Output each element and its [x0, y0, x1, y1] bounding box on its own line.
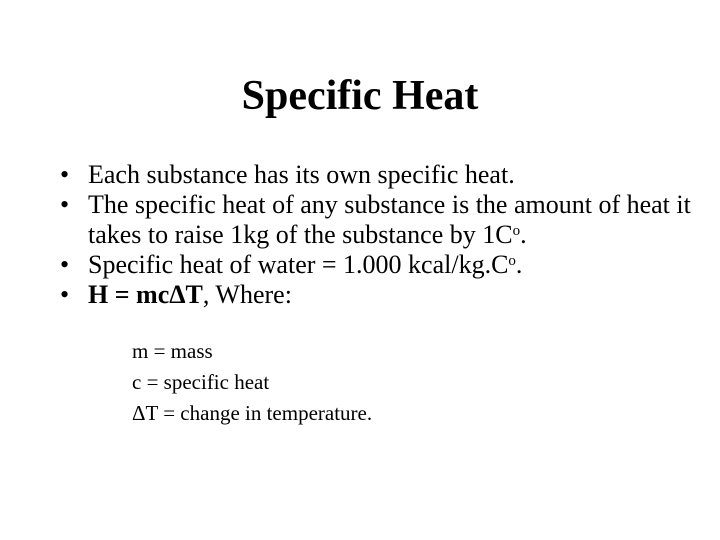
degree-superscript: o	[512, 223, 521, 239]
bullet-item	[56, 280, 696, 310]
bullet-text-main: Specific heat of water = 1.000 kcal/kg.C	[88, 250, 509, 279]
bullet-item	[56, 250, 696, 280]
bullet-marker: •	[60, 250, 70, 279]
definition-temperature-change: ΔT = change in temperature.	[132, 401, 373, 425]
bullet-text	[88, 280, 292, 309]
bullet-item	[56, 160, 696, 190]
bullet-text-end: .	[515, 250, 523, 279]
heat-formula: H = mcΔT	[88, 280, 203, 309]
bullet-item	[56, 190, 696, 250]
slide-title: Specific Heat	[241, 73, 479, 119]
bullet-text	[88, 190, 691, 249]
bullet-marker: •	[60, 280, 70, 309]
bullet-text: Each substance has its own specific heat.	[88, 160, 515, 189]
definition-mass: m = mass	[132, 339, 213, 363]
bullet-text-end: .	[520, 220, 527, 249]
definition-list	[132, 336, 372, 429]
definition-specific-heat: c = specific heat	[132, 370, 270, 394]
bullet-marker: •	[60, 160, 70, 189]
degree-superscript: o	[508, 253, 516, 269]
bullet-text-main: The specific heat of any substance is the amount of heat it takes to raise 1kg of the substance by 1C	[88, 190, 691, 249]
bullet-list	[56, 160, 696, 310]
bullet-text-end: , Where:	[202, 280, 292, 309]
bullet-text	[88, 250, 522, 279]
bullet-marker: •	[60, 190, 70, 219]
